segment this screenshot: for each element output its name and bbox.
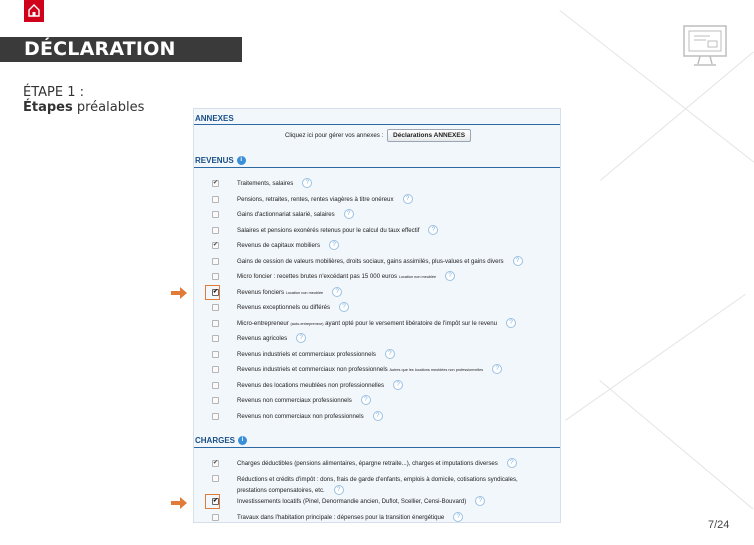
checkbox-row: [194, 301, 561, 315]
checkbox-label-suffix: ayant opté pour le versement libératoire de l'impôt sur le revenu: [323, 319, 498, 327]
checkbox-label: [237, 286, 342, 300]
page-number: 7/24: [708, 519, 730, 531]
checkbox-label: [237, 410, 383, 424]
checkbox-label-text: Pensions, retraites, rentes, rentes viagères à titre onéreux: [237, 195, 394, 203]
help-question-icon[interactable]: ?: [403, 194, 413, 204]
checkbox-label-text: Revenus industriels et commerciaux non professionnels: [237, 366, 388, 373]
revenus-heading-label: REVENUS: [195, 156, 234, 165]
checkbox-row: [194, 472, 561, 494]
checkbox[interactable]: [212, 475, 219, 482]
checkbox-label-note: Autres que les locations meublées non professionnelles: [389, 368, 484, 372]
charges-rule: [194, 447, 561, 448]
help-question-icon[interactable]: ?: [302, 178, 312, 188]
help-question-icon[interactable]: ?: [453, 512, 463, 522]
checkbox[interactable]: ✔: [213, 288, 219, 295]
checkbox-label-text: Gains d'actionnariat salarié, salaires: [237, 211, 335, 218]
help-question-icon[interactable]: ?: [361, 395, 371, 405]
help-question-icon[interactable]: ?: [373, 411, 383, 421]
orange-arrow-icon: [171, 497, 187, 509]
checkbox-label-text: Investissements locatifs (Pinel, Denormandie ancien, Duflot, Scellier, Censi-Bouvard): [237, 498, 467, 505]
checkbox-label-note: Location non meublée: [398, 275, 437, 279]
help-question-icon[interactable]: ?: [475, 496, 485, 506]
step-subtitle-rest: préalables: [72, 100, 145, 115]
checkbox-label-text: Micro-entrepreneur: [237, 319, 289, 327]
help-question-icon[interactable]: ?: [492, 364, 502, 374]
checkbox-label: [237, 224, 438, 238]
checkbox-row: [194, 193, 561, 207]
checkbox-label: [237, 255, 523, 269]
decorative-line: [599, 380, 753, 509]
help-question-icon[interactable]: ?: [296, 333, 306, 343]
checkbox-label-line2: prestations compensatoires, etc.: [237, 487, 325, 494]
checkbox-label: [237, 379, 403, 393]
charges-heading-label: CHARGES: [195, 436, 236, 445]
checkbox-label: [237, 177, 312, 191]
annexes-rule: [194, 124, 561, 125]
checkbox-label-text: Micro foncier : recettes brutes n'excédant pas 15 000 euros: [237, 273, 398, 280]
computer-screen-icon: [680, 22, 730, 70]
checkbox-label-text: Revenus de capitaux mobiliers: [237, 242, 320, 249]
checkbox-label-text: Charges déductibles (pensions alimentaires, épargne retraite...), charges et imputations diverses: [237, 460, 498, 467]
help-question-icon[interactable]: ?: [329, 240, 339, 250]
checkbox-row: [194, 239, 561, 253]
house-logo-icon: [24, 0, 44, 22]
checkbox-label: [237, 332, 306, 346]
checkbox-label-text: Gains de cession de valeurs mobilières, droits sociaux, gains assimilés, plus-values et gains divers: [237, 257, 504, 265]
step-subtitle-bold: Étapes: [23, 100, 73, 115]
revenus-heading: [195, 155, 246, 167]
checkbox-row: [194, 363, 561, 377]
help-question-icon[interactable]: ?: [506, 318, 516, 328]
highlight-box-revenus-fonciers: [205, 285, 220, 300]
checkbox-label-text: Revenus non commerciaux non professionnels: [237, 412, 364, 420]
checkbox-label-note: Location non meublée: [285, 290, 324, 295]
decorative-line: [565, 294, 746, 421]
annexes-heading: ANNEXES: [195, 114, 234, 123]
checkbox-row: [194, 394, 561, 408]
checkbox-row: [194, 410, 561, 424]
help-question-icon[interactable]: ?: [344, 209, 354, 219]
checkbox-label: [237, 495, 485, 509]
checkbox-row: [194, 348, 561, 362]
decorative-line: [600, 51, 754, 180]
checkbox-row: [194, 286, 561, 300]
checkbox-row: [194, 224, 561, 238]
checkbox[interactable]: [212, 413, 219, 420]
checkbox[interactable]: [212, 397, 219, 404]
declarations-annexes-button[interactable]: Déclarations ANNEXES: [387, 129, 471, 142]
checkbox[interactable]: ✔: [213, 498, 219, 504]
checkbox[interactable]: [212, 382, 219, 389]
help-question-icon[interactable]: ?: [428, 225, 438, 235]
step-subtitle: [23, 100, 144, 115]
checkbox[interactable]: [212, 258, 219, 265]
checkbox-label: [237, 239, 339, 253]
checkbox-row: [194, 317, 561, 331]
checkbox[interactable]: [212, 227, 219, 234]
checkbox-label-text: Revenus fonciers: [237, 288, 285, 296]
checkbox[interactable]: [212, 351, 219, 358]
checkbox-label-text: Revenus exceptionnels ou différés: [237, 304, 331, 311]
checkbox-label-text: Travaux dans l'habitation principale : dépenses pour la transition énergétique: [237, 514, 445, 521]
checkbox-label-text: Revenus des locations meublées non professionnelles: [237, 381, 385, 389]
checkbox-label: [237, 317, 516, 331]
help-question-icon[interactable]: ?: [507, 458, 517, 468]
checkbox-label-text: Traitements, salaires: [237, 180, 294, 187]
page-title: DÉCLARATION PINEL: [0, 37, 242, 62]
help-question-icon[interactable]: ?: [334, 485, 344, 495]
help-question-icon[interactable]: ?: [393, 380, 403, 390]
checkbox-label: [237, 474, 518, 496]
checkbox-row: [194, 255, 561, 269]
checkbox-label: [237, 208, 354, 222]
checkbox-label: [237, 363, 502, 377]
checkbox-label: [237, 270, 455, 284]
checkbox-label: [237, 193, 413, 207]
charges-heading: [195, 435, 247, 447]
checkbox[interactable]: [212, 211, 219, 218]
help-question-icon[interactable]: ?: [445, 271, 455, 281]
checkbox[interactable]: [212, 320, 219, 327]
checkbox-label-text: Réductions et crédits d'impôt : dons, frais de garde d'enfants, emplois à domicile, cotisations syndicales,: [237, 476, 518, 483]
checkbox-label-note: (auto-entrepreneur): [290, 321, 324, 326]
checkbox-label-text: Revenus agricoles: [237, 335, 288, 342]
checkbox-label: [237, 348, 395, 362]
annexes-prompt: Cliquez ici pour gérer vos annexes :: [284, 132, 384, 139]
checkbox-row: [194, 177, 561, 191]
checkbox-label: [237, 457, 517, 471]
annexes-row: [194, 129, 561, 142]
checkbox[interactable]: [212, 366, 219, 373]
checkbox-label-text: Revenus non commerciaux professionnels: [237, 397, 352, 404]
checkbox-label: [237, 301, 349, 315]
checkbox[interactable]: [212, 335, 219, 342]
help-question-icon[interactable]: ?: [513, 256, 523, 266]
checkbox[interactable]: [212, 196, 219, 203]
checkbox[interactable]: ✔: [213, 242, 219, 248]
revenus-rule: [194, 167, 561, 168]
step-label: ÉTAPE 1 :: [23, 85, 85, 100]
checkbox-row: [194, 332, 561, 346]
orange-arrow-icon: [171, 287, 187, 299]
checkbox-label: [237, 511, 463, 523]
info-icon[interactable]: i: [237, 156, 246, 165]
checkbox[interactable]: [212, 304, 219, 311]
checkbox-row: [194, 270, 561, 284]
help-question-icon[interactable]: ?: [332, 287, 342, 297]
help-question-icon[interactable]: ?: [339, 302, 349, 312]
declaration-panel: [193, 108, 561, 523]
checkbox-label: [237, 394, 371, 408]
info-icon[interactable]: i: [238, 436, 247, 445]
help-question-icon[interactable]: ?: [385, 349, 395, 359]
checkbox[interactable]: ✔: [213, 460, 219, 466]
checkbox-row: [194, 511, 561, 523]
checkbox-row: [194, 457, 561, 471]
checkbox[interactable]: [212, 514, 219, 521]
checkbox-row: [194, 208, 561, 222]
checkbox-label-text: Revenus industriels et commerciaux professionnels: [237, 350, 376, 358]
checkbox-row: [194, 495, 561, 509]
highlight-box-investissements-locatifs: [205, 494, 220, 509]
checkbox[interactable]: ✔: [213, 180, 219, 186]
checkbox[interactable]: [212, 273, 219, 280]
checkbox-label-text: Salaires et pensions exonérés retenus pour le calcul du taux effectif: [237, 226, 420, 234]
checkbox-row: [194, 379, 561, 393]
